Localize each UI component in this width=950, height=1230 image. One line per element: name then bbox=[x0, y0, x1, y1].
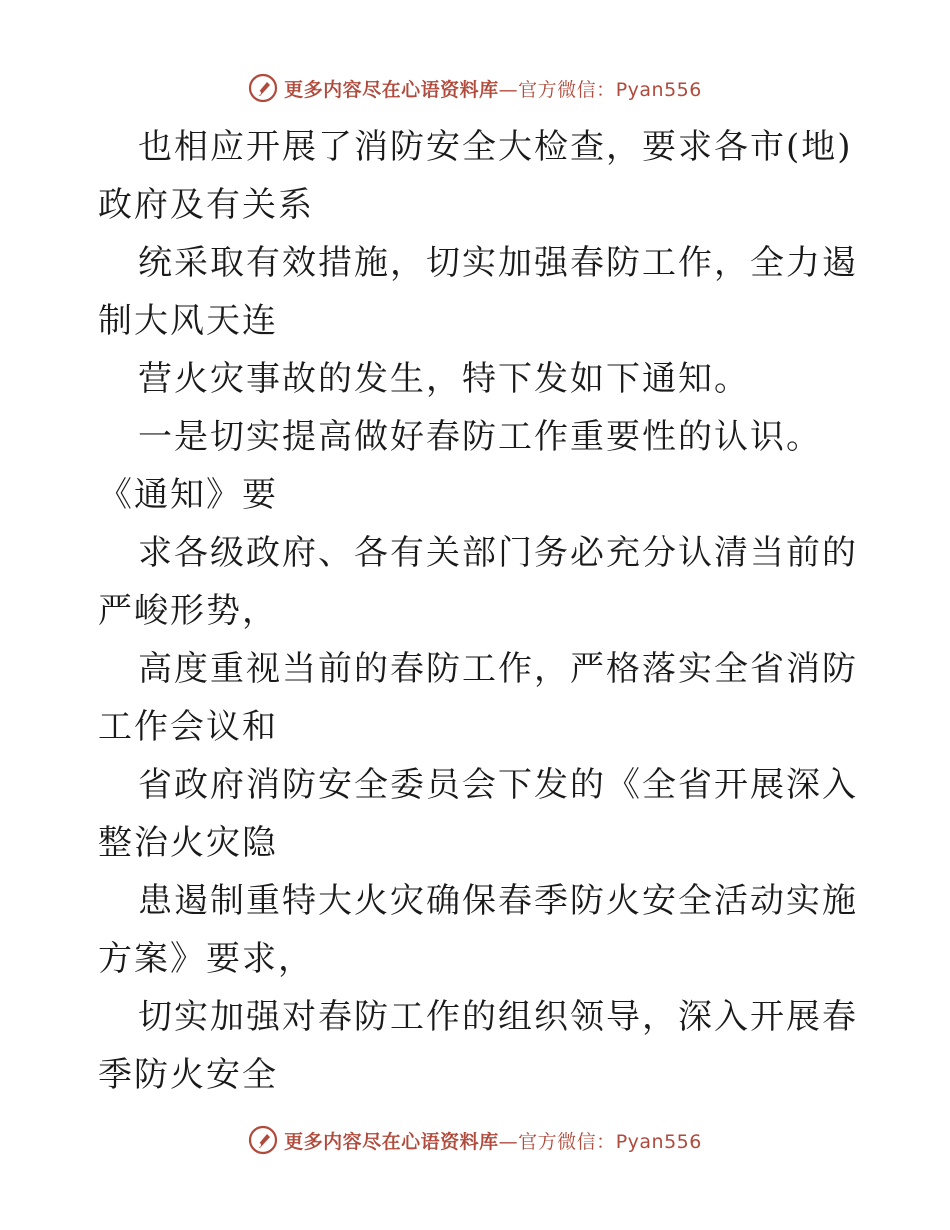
pen-nib-circle-icon bbox=[248, 1125, 278, 1155]
paragraph: 高度重视当前的春防工作，严格落实全省消防工作会议和 bbox=[98, 649, 858, 747]
watermark-footer bbox=[0, 1120, 950, 1160]
watermark-text bbox=[284, 1127, 702, 1154]
watermark-account: Pyan556 bbox=[615, 78, 702, 101]
paragraph: 切实加强对春防工作的组织领导，深入开展春季防火安全 bbox=[98, 997, 858, 1095]
watermark-wechat-label: 官方微信： bbox=[518, 1130, 616, 1153]
paragraph: 营火灾事故的发生，特下发如下通知。 bbox=[138, 359, 750, 399]
paragraph: 也相应开展了消防安全大检查，要求各市(地)政府及有关系 bbox=[98, 127, 853, 225]
pen-nib-circle-icon bbox=[248, 73, 278, 103]
paragraph: 省政府消防安全委员会下发的《全省开展深入整治火灾隐 bbox=[98, 765, 858, 863]
paragraph: 求各级政府、各有关部门务必充分认清当前的严峻形势， bbox=[98, 533, 858, 631]
paragraph: 患遏制重特大火灾确保春季防火安全活动实施方案》要求， bbox=[98, 881, 858, 979]
watermark-dash: — bbox=[498, 1130, 519, 1153]
document-body bbox=[98, 118, 858, 1104]
watermark-dash: — bbox=[498, 78, 519, 101]
watermark-wechat-label: 官方微信： bbox=[518, 78, 616, 101]
watermark-text bbox=[284, 75, 702, 102]
watermark-brand: 更多内容尽在心语资料库 bbox=[284, 78, 499, 101]
watermark-account: Pyan556 bbox=[615, 1130, 702, 1153]
watermark-brand: 更多内容尽在心语资料库 bbox=[284, 1130, 499, 1153]
paragraph: 统采取有效措施，切实加强春防工作，全力遏制大风天连 bbox=[98, 243, 858, 341]
paragraph: 一是切实提高做好春防工作重要性的认识。《通知》要 bbox=[98, 417, 822, 515]
watermark-header bbox=[0, 68, 950, 108]
